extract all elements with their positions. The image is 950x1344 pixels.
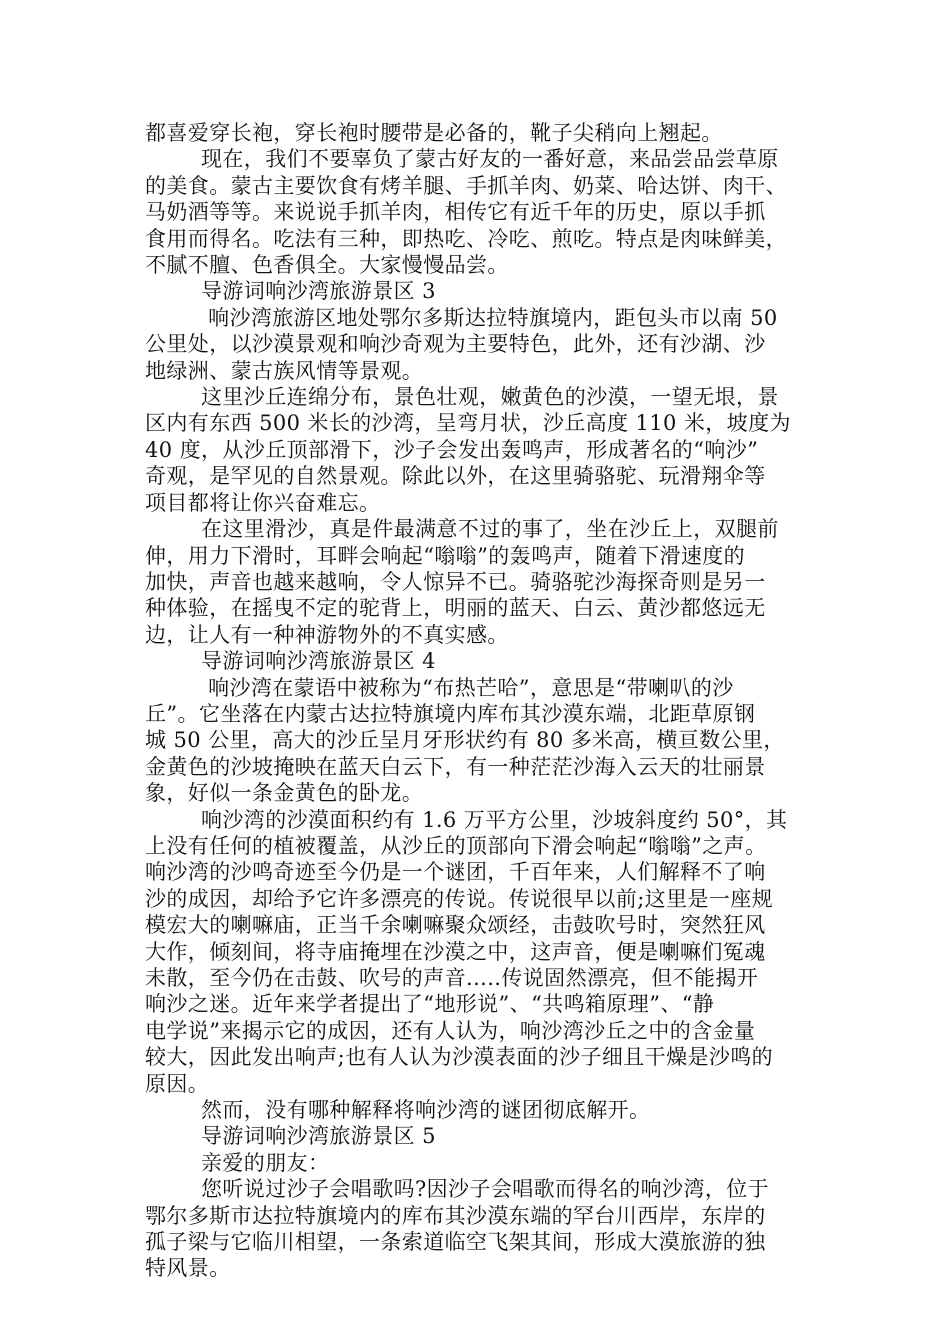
text-line: 现在，我们不要辜负了蒙古好友的一番好意，来品尝品尝草原 — [201, 147, 779, 172]
text-line: 马奶酒等等。来说说手抓羊肉，相传它有近千年的历史，原以手抓 — [145, 200, 766, 225]
text-line: 这里沙丘连绵分布，景色壮观，嫩黄色的沙漠，一望无垠，景 — [201, 385, 779, 410]
text-line: 象，好似一条金黄色的卧龙。 — [145, 781, 424, 806]
text-line: 都喜爱穿长袍，穿长袍时腰带是必备的，靴子尖稍向上翘起。 — [145, 121, 723, 145]
text-line: 响沙湾旅游区地处鄂尔多斯达拉特旗境内，距包头市以南 50 — [201, 305, 778, 330]
text-line: 电学说”来揭示它的成因，还有人认为，响沙湾沙丘之中的含金量 — [145, 1018, 756, 1043]
text-line: 边，让人有一种神游物外的不真实感。 — [145, 622, 509, 647]
text-line: 较大，因此发出响声;也有人认为沙漠表面的沙子细且干燥是沙鸣的 — [145, 1045, 774, 1070]
text-line: 沙的成因，却给予它许多漂亮的传说。传说很早以前;这里是一座规 — [145, 886, 774, 911]
text-line: 公里处，以沙漠景观和响沙奇观为主要特色，此外，还有沙湖、沙 — [145, 332, 766, 357]
text-line: 伸，用力下滑时，耳畔会响起“嗡嗡”的轰鸣声，随着下滑速度的 — [145, 543, 746, 568]
text-line: 大作，倾刻间，将寺庙掩埋在沙漠之中，这声音，便是喇嘛们冤魂 — [145, 939, 766, 964]
text-line: 加快，声音也越来越响，令人惊异不已。骑骆驼沙海探奇则是另一 — [145, 569, 766, 594]
text-line: 亲爱的朋友： — [201, 1150, 330, 1175]
text-line: 未散，至今仍在击鼓、吹号的声音.....传说固然漂亮，但不能揭开 — [145, 966, 759, 990]
text-line: 上没有任何的植被覆盖，从沙丘的顶部向下滑会响起“嗡嗡”之声。 — [145, 833, 767, 858]
text-line: 地绿洲、蒙古族风情等景观。 — [145, 358, 424, 383]
text-line: 食用而得名。吃法有三种，即热吃、冷吃、煎吃。特点是肉味鲜美， — [145, 226, 787, 251]
text-line: 然而，没有哪种解释将响沙湾的谜团彻底解开。 — [201, 1098, 651, 1123]
text-line: 响沙湾的沙鸣奇迹至今仍是一个谜团，千百年来，人们解释不了响 — [145, 860, 766, 885]
text-line: 导游词响沙湾旅游景区 4 — [201, 649, 436, 674]
text-line: 响沙之迷。近年来学者提出了“地形说”、“共鸣箱原理”、“静 — [145, 992, 715, 1017]
text-line: 种体验，在摇曳不定的驼背上，明丽的蓝天、白云、黄沙都悠远无 — [145, 596, 766, 621]
text-line: 响沙湾在蒙语中被称为“布热芒哈”，意思是“带喇叭的沙 — [201, 675, 734, 700]
text-line: 导游词响沙湾旅游景区 5 — [201, 1124, 436, 1149]
document-page — [145, 120, 813, 1282]
text-line: 导游词响沙湾旅游景区 3 — [201, 279, 436, 304]
text-line: 项目都将让你兴奋难忘。 — [145, 490, 381, 515]
text-line: 城 50 公里，高大的沙丘呈月牙形状约有 80 多米高，横亘数公里， — [145, 728, 785, 753]
text-line: 的美食。蒙古主要饮食有烤羊腿、手抓羊肉、奶菜、哈达饼、肉干、 — [145, 173, 787, 198]
text-line: 奇观，是罕见的自然景观。除此以外，在这里骑骆驼、玩滑翔伞等 — [145, 464, 766, 489]
text-line: 模宏大的喇嘛庙，正当千余喇嘛聚众颂经，击鼓吹号时，突然狂风 — [145, 913, 766, 938]
text-line: 孤子梁与它临川相望，一条索道临空飞架其间，形成大漠旅游的独 — [145, 1230, 766, 1255]
text-line: 丘”。它坐落在内蒙古达拉特旗境内库布其沙漠东端，北距草原钢 — [145, 701, 756, 726]
text-line: 响沙湾的沙漠面积约有 1.6 万平方公里，沙坡斜度约 50°，其 — [201, 807, 788, 832]
text-line: 您听说过沙子会唱歌吗?因沙子会唱歌而得名的响沙湾，位于 — [201, 1177, 770, 1202]
text-line: 金黄色的沙坡掩映在蓝天白云下，有一种茫茫沙海入云天的壮丽景 — [145, 754, 766, 779]
text-line: 原因。 — [145, 1071, 210, 1096]
text-line: 在这里滑沙，真是件最满意不过的事了，坐在沙丘上，双腿前 — [201, 517, 779, 542]
text-line: 40 度，从沙丘顶部滑下，沙子会发出轰鸣声，形成著名的“响沙” — [145, 437, 759, 462]
text-line: 区内有东西 500 米长的沙湾，呈弯月状，沙丘高度 110 米，坡度为 — [145, 411, 791, 436]
text-line: 鄂尔多斯市达拉特旗境内的库布其沙漠东端的罕台川西岸，东岸的 — [145, 1203, 766, 1228]
text-line: 不腻不膻、色香俱全。大家慢慢品尝。 — [145, 253, 509, 278]
text-line: 特风景。 — [145, 1256, 231, 1281]
